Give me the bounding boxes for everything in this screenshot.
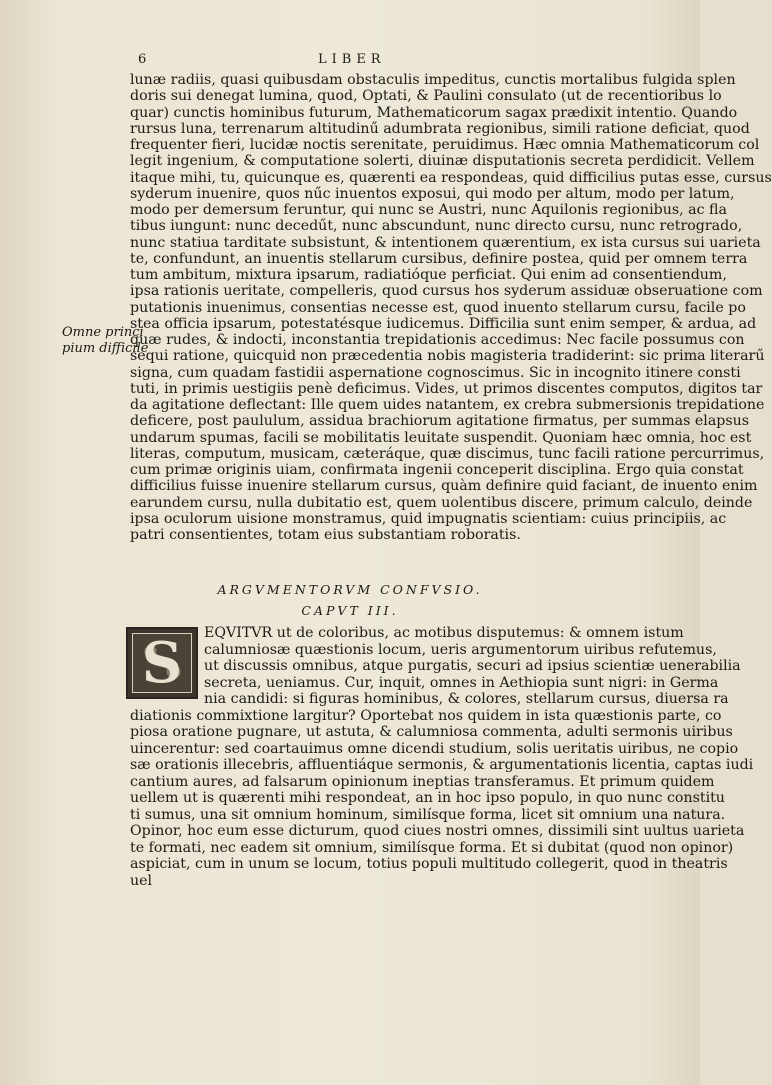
text-line: lunæ radiis, quasi quibusdam obstaculis impeditus, cunctis mortalibus fulgida splen <box>130 72 736 88</box>
text-line: itaque mihi, tu, quicunque es, quærenti ea respondeas, quid difficilius putas esse, cursus <box>130 169 772 186</box>
initial-letter: S <box>141 630 183 696</box>
section-title: ARGVMENTORVM CONFVSIO. <box>217 582 483 597</box>
text-line: tum ambitum, mixtura ipsarum, radiatióque perficiat. Qui enim ad consentiendum, <box>130 267 727 283</box>
text-line: difficilius fuisse inuenire stellarum cursus, quàm definire quid faciant, de inuento enim <box>130 478 758 495</box>
text-line: patri consentientes, totam eius substantiam roboratis. <box>130 527 521 543</box>
chapter-text-line: uellem ut is quærenti mihi respondeat, an in hoc ipso populo, in quo nunc constitu <box>130 790 725 806</box>
text-line: ipsa oculorum uisione monstramus, quid impugnatis scientiam: cuius principiis, ac <box>130 510 727 527</box>
main-text-block <box>130 72 772 543</box>
text-line: legit ingenium, & computatione solerti, diuinæ disputationis secreta perdidicit. Vellem <box>130 153 755 170</box>
chapter-text-line: secreta, ueniamus. Cur, inquit, omnes in Aethiopia sunt nigri: in Germa <box>204 674 719 691</box>
text-line: rursus luna, terrenarum altitudinű adumbrata regionibus, simili ratione deficiat, quod <box>130 120 750 137</box>
decorated-initial <box>126 627 198 699</box>
chapter-text-line: uel <box>130 872 153 889</box>
running-head: LIBER <box>318 52 386 67</box>
margin-note-line-1: Omne princi <box>62 325 144 340</box>
chapter-text-line: te formati, nec eadem sit omnium, similísque forma. Et si dubitat (quod non opinor) <box>130 839 734 856</box>
chapter-text-line: EQVITVR ut de coloribus, ac motibus disputemus: & omnem istum <box>204 625 684 641</box>
chapter-text-line: aspiciat, cum in unum se locum, totius populi multitudo collegerit, quod in theatris <box>130 856 728 872</box>
text-line: da agitatione deflectant: Ille quem uides natantem, ex crebra submersionis trepidatione <box>130 397 765 413</box>
text-line: tibus iungunt: nunc decedűt, nunc abscundunt, nunc directo cursu, nunc retrogrado, <box>130 218 743 235</box>
text-line: modo per demersum feruntur, qui nunc se Austri, nunc Aquilonis regionibus, ac fla <box>130 202 727 218</box>
text-line: tuti, in primis uestigiis penè deficimus. Vides, ut primos discentes computos, digitos tar <box>130 380 763 397</box>
text-line: te, confundunt, an inuentis stellarum cursibus, definire postea, quid per omnem terra <box>130 250 748 267</box>
text-line: quæ rudes, & indocti, inconstantia trepidationis accedimus: Nec facile possumus con <box>130 332 745 348</box>
chapter-text-line: ti sumus, una sit omnium hominum, similísque forma, licet sit omnium una natura. <box>130 806 726 823</box>
text-line: doris sui denegat lumina, quod, Optati, & Paulini consulato (ut de recentioribus lo <box>130 88 722 105</box>
text-line: syderum inuenire, quos nűc inuentos exposui, qui modo per altum, modo per latum, <box>130 185 735 202</box>
text-line: frequenter fieri, lucidæ noctis serenitate, peruidimus. Hæc omnia Mathematicorum col <box>130 137 760 153</box>
text-line: signa, cum quadam fastidii aspernatione cognoscimus. Sic in incognito itinere consti <box>130 364 741 381</box>
chapter-title: CAPVT III. <box>301 603 399 618</box>
chapter-text-line: uincerentur: sed coartauimus omne dicendi studium, solis ueritatis uiribus, ne copio <box>130 740 739 757</box>
chapter-text-line: piosa oratione pugnare, ut astuta, & calumniosa commenta, adulti sermonis uiribus <box>130 724 733 740</box>
text-line: literas, computum, musicam, cæteráque, quæ discimus, tunc facili ratione percurrimus, <box>130 445 765 462</box>
chapter-text-line: nia candidi: si figuras hominibus, & colores, stellarum cursus, diuersa ra <box>204 691 729 707</box>
text-line: sequi ratione, quicquid non præcedentia nobis magisteria tradiderint: sic prima literarű <box>130 348 765 365</box>
chapter-text-block <box>130 625 754 889</box>
text-line: ipsa rationis ueritate, compelleris, quod cursus hos syderum assiduæ obseruatione com <box>130 283 763 300</box>
chapter-text-line: sæ orationis illecebris, affluentiáque sermonis, & argumentationis licentia, captas iudi <box>130 757 754 773</box>
margin-note-line-2: pium difficile <box>62 341 149 356</box>
initial-ornament <box>132 630 192 696</box>
text-line: putationis inuenimus, consentias necesse est, quod inuento stellarum cursu, facile po <box>130 299 746 316</box>
chapter-text-line: Opinor, hoc eum esse dicturum, quod ciues nostri omnes, dissimili sint uultus uarieta <box>130 823 745 839</box>
text-line: earundem cursu, nulla dubitatio est, quem uolentibus discere, primum calculo, deinde <box>130 494 753 511</box>
text-line: deficere, post paululum, assidua brachiorum agitatione firmatus, per summas elapsus <box>130 413 750 430</box>
text-line: quar) cunctis hominibus futurum, Mathematicorum sagax prædixit intentio. Quando <box>130 104 738 121</box>
chapter-text-line: cantium aures, ad falsarum opinionum ineptias transferamus. Et primum quidem <box>130 773 715 790</box>
chapter-text-line: calumniosæ quæstionis locum, ueris argumentorum uiribus refutemus, <box>204 641 717 658</box>
chapter-text-line: ut discussis omnibus, atque purgatis, securi ad ipsius scientiæ uenerabilia <box>204 658 741 674</box>
text-line: stea officia ipsarum, potestatésque iudicemus. Difficilia sunt enim semper, & ardua, ad <box>130 315 757 332</box>
text-line: cum primæ originis uiam, confirmata ingenii conceperit disciplina. Ergo quia constat <box>130 462 744 478</box>
text-line: undarum spumas, facili se mobilitatis leuitate suspendit. Quoniam hæc omnia, hoc est <box>130 429 752 446</box>
page-number: 6 <box>138 52 147 67</box>
text-line: nunc statiua tarditate subsistunt, & intentionem quærentium, ex ista cursus sui uarieta <box>130 234 761 251</box>
chapter-text-line: diationis commixtione largitur? Oportebat nos quidem in ista quæstionis parte, co <box>130 707 722 724</box>
